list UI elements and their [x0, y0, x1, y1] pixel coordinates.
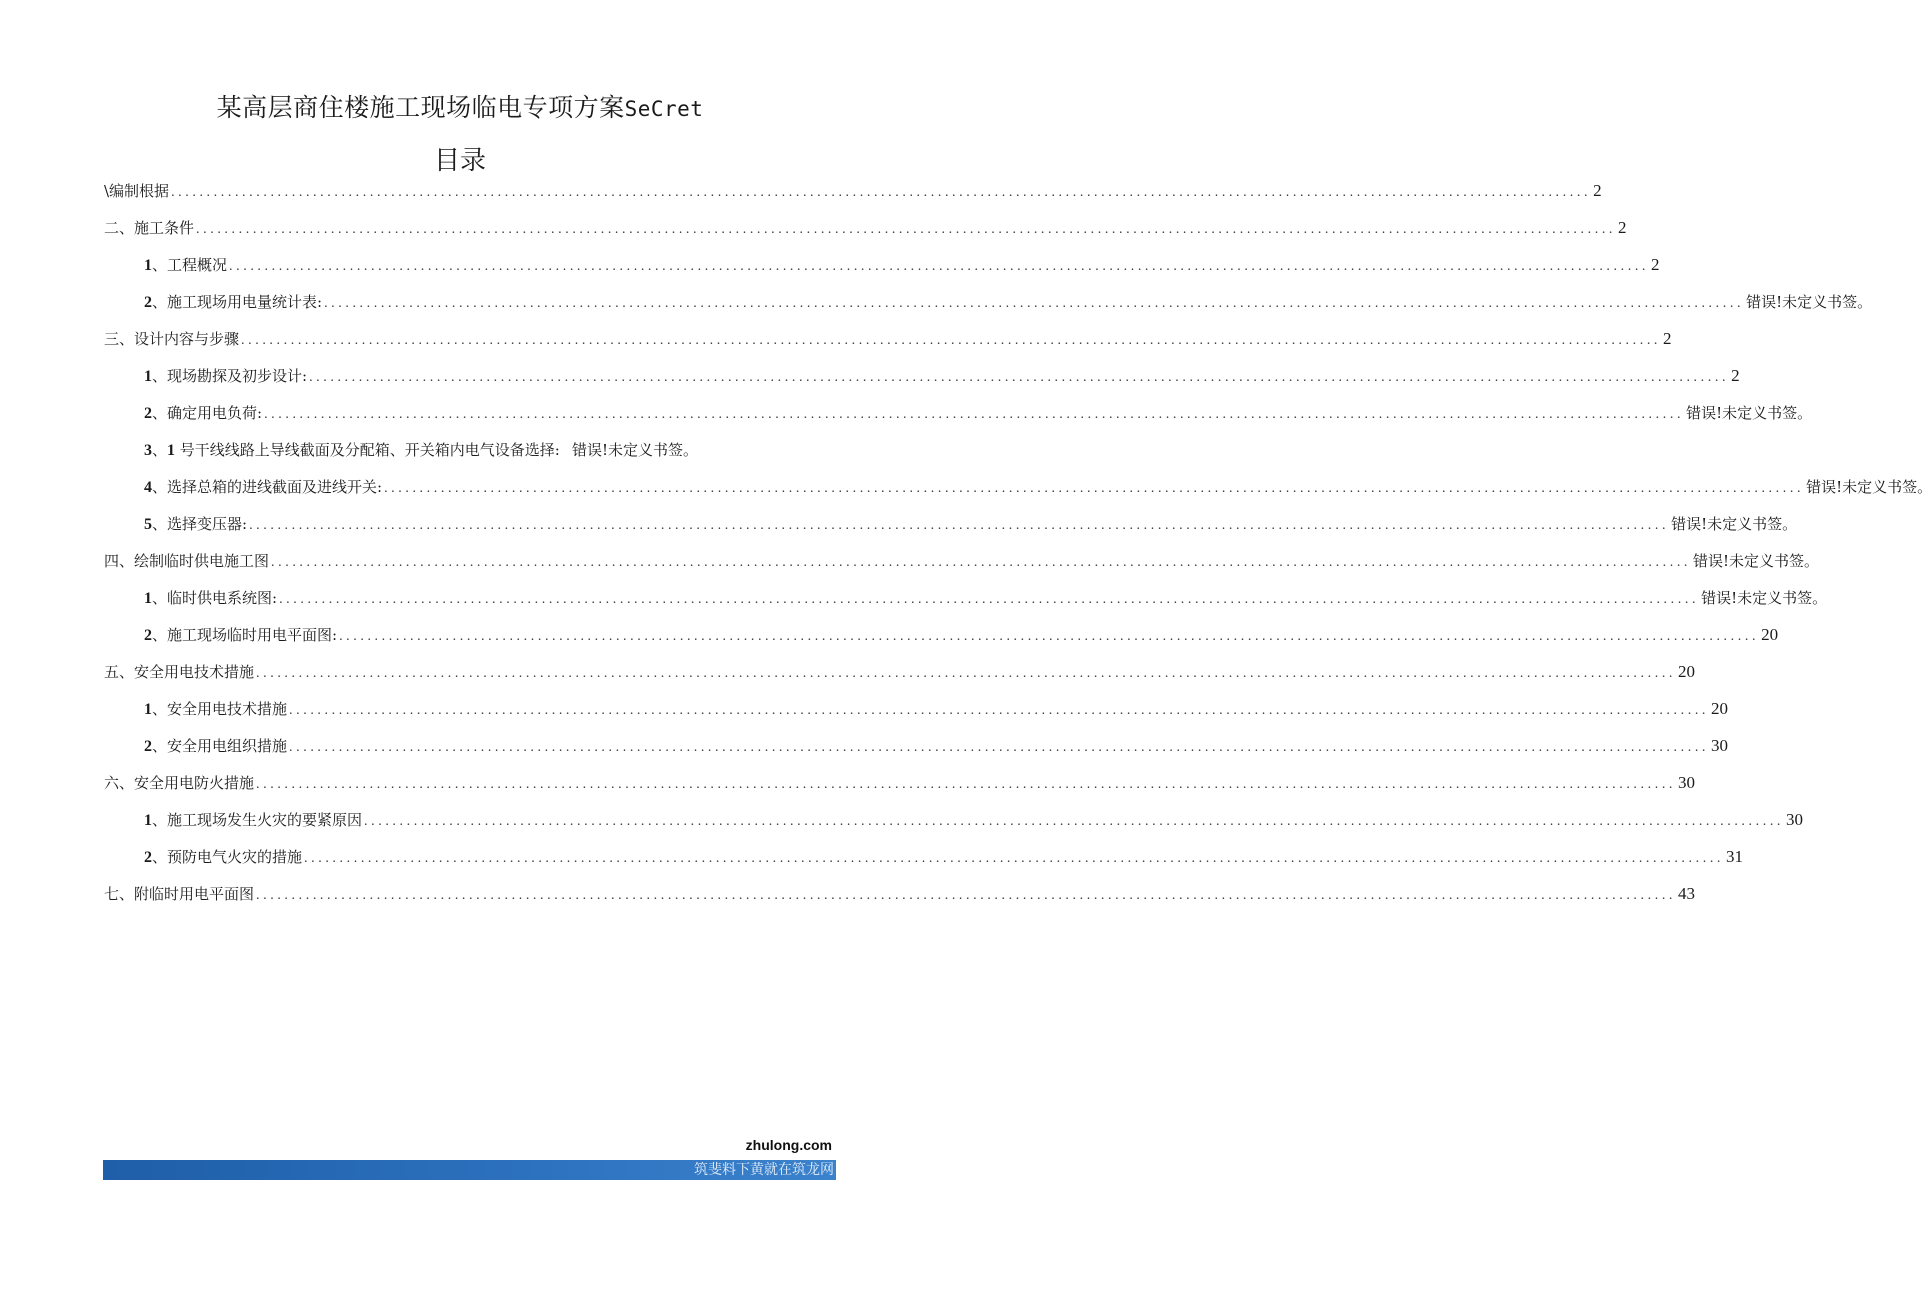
toc-entry[interactable]	[144, 291, 1873, 313]
toc-leader-dots: ........................................................................................................................................................................................................	[256, 777, 1677, 792]
toc-entry-label	[144, 846, 302, 869]
toc-entry[interactable]	[104, 661, 1696, 683]
toc-entry-text: 、施工现场临时用电平面图:	[152, 626, 338, 644]
toc-entry-error: 错误!未定义书签。	[571, 441, 698, 459]
toc-entry[interactable]	[104, 217, 1627, 239]
document-title-tail: SeCret	[624, 97, 704, 121]
toc-entry-page: 2	[1593, 181, 1602, 200]
toc-entry[interactable]	[144, 476, 1932, 498]
toc-entry[interactable]	[104, 772, 1696, 794]
toc-leader-dots: ........................................................................................................................................................................................................	[309, 370, 1730, 385]
toc-entry[interactable]	[144, 254, 1660, 276]
toc-entry-text: 五、安全用电技术措施	[104, 663, 255, 681]
toc-leader-dots: ........................................................................................................................................................................................................	[256, 888, 1677, 903]
toc-entry-text: 三、设计内容与步骤	[104, 330, 240, 348]
toc-entry-label	[104, 328, 239, 350]
toc-leader-dots: ........................................................................................................................................................................................................	[171, 185, 1592, 200]
toc-entry-text: 四、绘制临时供电施工图	[104, 552, 270, 570]
toc-entry-label	[104, 550, 269, 572]
toc-entry-page: 20	[1678, 662, 1696, 681]
toc-entry-number: 2	[144, 294, 152, 311]
toc-entry-error: 错误!未定义书签。	[1806, 478, 1932, 496]
toc-entry[interactable]	[144, 402, 1813, 424]
toc-entry[interactable]	[144, 587, 1828, 609]
toc-entry-page: 2	[1618, 218, 1627, 237]
toc-entry-page: 30	[1786, 810, 1804, 829]
toc-entry-text: 、安全用电技术措施	[152, 700, 288, 718]
toc-entry-text: 、预防电气火灾的措施	[152, 848, 303, 866]
toc-entry-text: 、施工现场用电量统计表:	[152, 293, 323, 311]
toc-entry-page: 20	[1711, 699, 1729, 718]
toc-entry-page: 2	[1651, 255, 1660, 274]
toc-entry-label	[144, 587, 277, 610]
toc-entry[interactable]	[104, 883, 1696, 905]
toc-entry-page: 2	[1731, 366, 1740, 385]
toc-entry[interactable]	[144, 365, 1740, 387]
toc-entry-text: 七、附临时用电平面图	[104, 885, 255, 903]
toc-leader-dots: ........................................................................................................................................................................................................	[271, 555, 1692, 570]
toc-entry[interactable]	[144, 624, 1779, 646]
toc-entry-label	[144, 513, 247, 536]
toc-entry-page: 2	[1663, 329, 1672, 348]
toc-entry-number: 1	[167, 442, 176, 459]
toc-leader-dots: ........................................................................................................................................................................................................	[364, 814, 1785, 829]
toc-entry-text: 二、施工条件	[104, 219, 195, 237]
toc-entry-error: 错误!未定义书签。	[1693, 552, 1820, 570]
toc-leader-dots: ........................................................................................................................................................................................................	[256, 666, 1677, 681]
toc-entry-text: 、现场勘探及初步设计:	[152, 367, 308, 385]
toc-entry-number: 5	[144, 516, 152, 533]
toc-entry-label	[144, 439, 560, 462]
toc-leader-dots: ........................................................................................................................................................................................................	[324, 296, 1745, 311]
toc-entry-number: 1	[144, 368, 152, 385]
toc-entry-label	[144, 291, 322, 314]
toc-entry-label	[144, 624, 337, 647]
toc-entry-number: 2	[144, 405, 152, 422]
toc-leader-dots: ........................................................................................................................................................................................................	[241, 333, 1662, 348]
toc-entry-text: 、工程概况	[152, 256, 228, 274]
toc-entry-error: 错误!未定义书签。	[1671, 515, 1798, 533]
toc-entry-label	[104, 217, 194, 239]
toc-entry-error: 错误!未定义书签。	[1686, 404, 1813, 422]
toc-leader-dots: ........................................................................................................................................................................................................	[289, 703, 1710, 718]
toc-entry-page: 20	[1761, 625, 1779, 644]
toc-entry-label	[144, 809, 362, 832]
toc-leader-dots: ........................................................................................................................................................................................................	[339, 629, 1760, 644]
toc-entry-text: 号干线线路上导线截面及分配箱、开关箱内电气设备选择:	[175, 441, 560, 459]
toc-leader-dots: ........................................................................................................................................................................................................	[264, 407, 1685, 422]
toc-entry[interactable]	[104, 550, 1820, 572]
toc-entry-number: 2	[144, 849, 152, 866]
toc-entry-page: 31	[1726, 847, 1744, 866]
toc-entry-text: 、确定用电负荷:	[152, 404, 263, 422]
toc-entry-label	[144, 365, 307, 388]
toc-entry-text: \编制根据	[104, 182, 170, 200]
toc-entry[interactable]	[144, 735, 1729, 757]
toc-entry-number: 3	[144, 442, 152, 459]
document-title-main: 某高层商住楼施工现场临电专项方案	[216, 93, 625, 122]
toc-entry-page: 43	[1678, 884, 1696, 903]
toc-entry-error: 错误!未定义书签。	[1701, 589, 1828, 607]
toc-leader-dots: ........................................................................................................................................................................................................	[196, 222, 1617, 237]
toc-entry-number: 1	[144, 590, 152, 607]
toc-leader-dots: ........................................................................................................................................................................................................	[304, 851, 1725, 866]
toc-entry-label	[144, 476, 382, 499]
toc-entry-text: 、安全用电组织措施	[152, 737, 288, 755]
toc-heading: 目录	[433, 146, 486, 176]
toc-leader-dots: ........................................................................................................................................................................................................	[279, 592, 1700, 607]
toc-leader-dots: ........................................................................................................................................................................................................	[229, 259, 1650, 274]
toc-entry[interactable]	[144, 846, 1744, 868]
toc-entry-number: 4	[144, 479, 152, 496]
zhulong-logo: zhulong.com	[745, 1137, 832, 1153]
toc-entry[interactable]	[104, 180, 1602, 202]
toc-entry-text: 六、安全用电防火措施	[104, 774, 255, 792]
toc-entry-page: 30	[1711, 736, 1729, 755]
toc-entry-number: 1	[144, 257, 152, 274]
toc-entry-label	[144, 698, 287, 721]
toc-entry-text: 、	[152, 441, 168, 459]
toc-entry[interactable]	[144, 513, 1798, 535]
toc-entry-number: 2	[144, 738, 152, 755]
toc-entry[interactable]	[144, 809, 1804, 831]
toc-entry-text: 、施工现场发生火灾的要紧原因	[152, 811, 363, 829]
toc-entry-label	[144, 402, 262, 425]
toc-entry-label	[144, 735, 287, 758]
toc-entry-text: 、选择总箱的进线截面及进线开关:	[152, 478, 383, 496]
toc-entry-number: 1	[144, 812, 152, 829]
toc-entry-text: 、临时供电系统图:	[152, 589, 278, 607]
toc-entry-number: 2	[144, 627, 152, 644]
toc-entry[interactable]	[144, 439, 698, 461]
toc-entry[interactable]	[144, 698, 1729, 720]
toc-entry-label	[104, 180, 169, 202]
toc-leader-dots: ........................................................................................................................................................................................................	[384, 481, 1805, 496]
toc-entry-page: 30	[1678, 773, 1696, 792]
toc-entry[interactable]	[104, 328, 1672, 350]
footer-banner-text: 筑斐料下黄就在筑龙网	[694, 1162, 834, 1178]
toc-entry-number: 1	[144, 701, 152, 718]
toc-entry-label	[104, 883, 254, 905]
toc-entry-error: 错误!未定义书签。	[1746, 293, 1873, 311]
toc-entry-label	[104, 661, 254, 683]
toc-leader-dots: ........................................................................................................................................................................................................	[289, 740, 1710, 755]
footer-banner	[103, 1160, 836, 1180]
toc-entry-text: 、选择变压器:	[152, 515, 248, 533]
toc-leader-dots: ........................................................................................................................................................................................................	[249, 518, 1670, 533]
document-title	[0, 88, 920, 124]
toc-entry-label	[104, 772, 254, 794]
toc-entry-label	[144, 254, 227, 277]
